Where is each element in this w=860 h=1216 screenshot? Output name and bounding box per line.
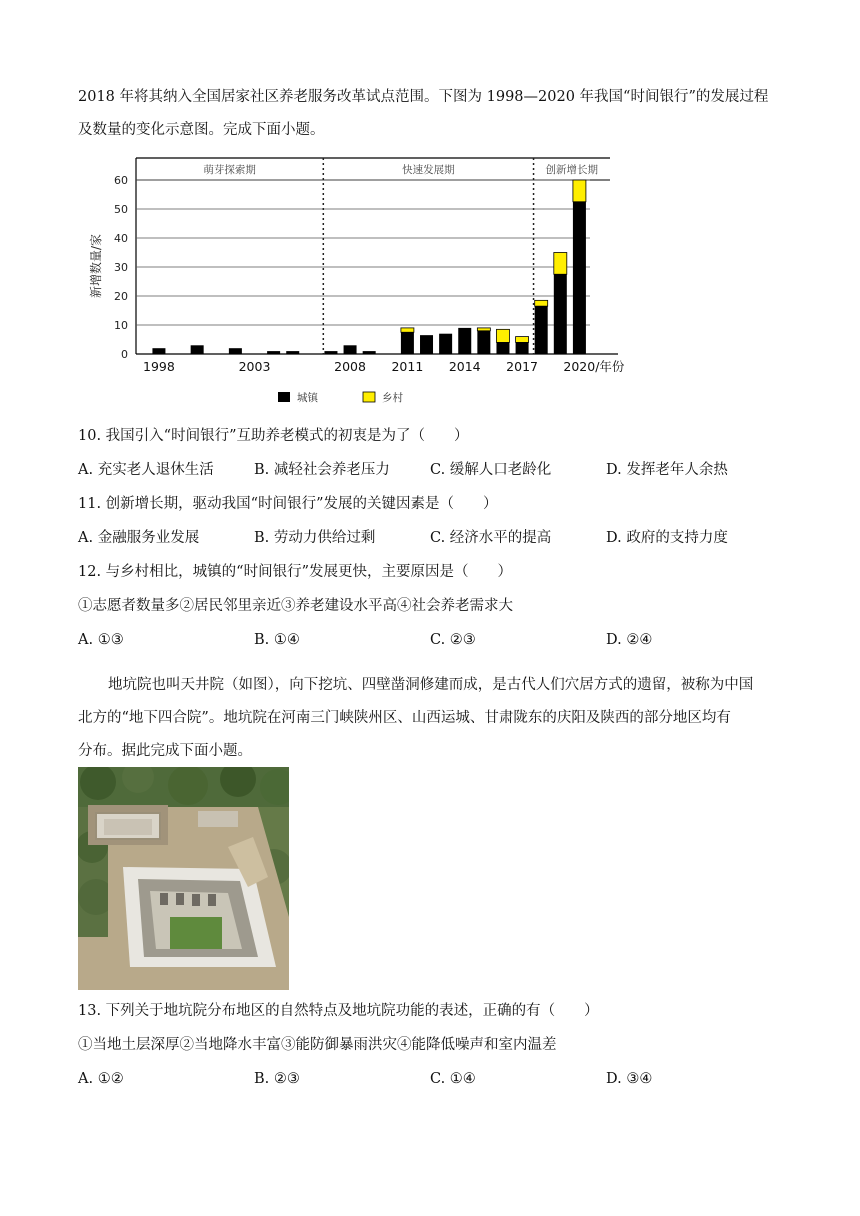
q13-option-b[interactable]: B. ②③ <box>254 1071 300 1087</box>
y-tick-label: 50 <box>114 203 128 216</box>
bar-urban <box>363 351 376 354</box>
q12-stem: 12. 与乡村相比，城镇的“时间银行”发展更快，主要原因是（ ） <box>78 564 512 580</box>
period-label: 快速发展期 <box>402 164 455 176</box>
q13-stem: 13. 下列关于地坑院分布地区的自然特点及地坑院功能的表述，正确的有（ ） <box>78 1003 599 1019</box>
passage2-line-3: 分布。据此完成下面小题。 <box>78 743 252 759</box>
y-tick-label: 20 <box>114 290 128 303</box>
bar-urban <box>496 342 509 354</box>
q10-option-a[interactable]: A. 充实老人退休生活 <box>78 462 214 478</box>
y-tick-label: 10 <box>114 319 128 332</box>
bar-rural <box>554 253 567 275</box>
legend-swatch-rural <box>363 392 375 402</box>
dikengyuan-aerial-photo <box>78 767 289 990</box>
bar-urban <box>516 342 529 354</box>
q12-items: ①志愿者数量多②居民邻里亲近③养老建设水平高④社会养老需求大 <box>78 598 513 614</box>
x-tick-label: 2017 <box>506 359 538 374</box>
bar-urban <box>554 274 567 354</box>
intro-line-1: 2018 年将其纳入全国居家社区养老服务改革试点范围。下图为 1998—2020 年我国“时间银行”的发展过程 <box>78 89 769 105</box>
q10-option-b[interactable]: B. 减轻社会养老压力 <box>254 462 390 478</box>
q10-option-c[interactable]: C. 缓解人口老龄化 <box>430 462 552 478</box>
bar-urban <box>458 328 471 354</box>
bar-urban <box>286 351 299 354</box>
q11-option-d[interactable]: D. 政府的支持力度 <box>606 530 728 546</box>
x-tick-label: 2014 <box>448 359 481 374</box>
bar-urban <box>573 202 586 354</box>
q11-option-c[interactable]: C. 经济水平的提高 <box>430 530 552 546</box>
q11-option-a[interactable]: A. 金融服务业发展 <box>78 530 200 546</box>
y-tick-label: 60 <box>114 174 128 187</box>
x-tick-label: 2011 <box>391 359 424 374</box>
bar-urban <box>477 331 490 354</box>
intro-line-2: 及数量的变化示意图。完成下面小题。 <box>78 122 325 138</box>
passage2-line-2: 北方的“地下四合院”。地坑院在河南三门峡陕州区、山西运城、甘肃陇东的庆阳及陕西的部分地区均有 <box>78 710 731 726</box>
period-label: 创新增长期 <box>545 164 599 176</box>
q13-option-a[interactable]: A. ①② <box>78 1071 124 1087</box>
bar-urban <box>267 351 280 354</box>
q13-option-d[interactable]: D. ③④ <box>606 1071 653 1087</box>
period-label: 萌芽探索期 <box>203 164 256 176</box>
y-tick-label: 30 <box>114 261 128 274</box>
q10-stem: 10. 我国引入“时间银行”互助养老模式的初衷是为了（ ） <box>78 428 469 444</box>
bar-urban <box>229 348 242 354</box>
legend-label-rural: 乡村 <box>382 392 403 404</box>
y-tick-label: 40 <box>114 232 128 245</box>
legend-swatch-urban <box>278 392 290 402</box>
x-tick-label: 1998 <box>143 359 175 374</box>
bar-rural <box>496 329 509 342</box>
bar-urban <box>324 351 337 354</box>
y-tick-label: 0 <box>121 348 128 361</box>
x-tick-label: 2003 <box>238 359 271 374</box>
q11-stem: 11. 创新增长期，驱动我国“时间银行”发展的关键因素是（ ） <box>78 496 498 512</box>
legend-label-urban: 城镇 <box>297 392 318 404</box>
q12-option-b[interactable]: B. ①④ <box>254 632 300 648</box>
q12-option-d[interactable]: D. ②④ <box>606 632 653 648</box>
bar-rural <box>573 180 586 202</box>
bar-rural <box>401 328 414 332</box>
q10-option-d[interactable]: D. 发挥老年人余热 <box>606 462 728 478</box>
bar-urban <box>191 345 204 354</box>
bar-rural <box>516 337 529 343</box>
q13-option-c[interactable]: C. ①④ <box>430 1071 476 1087</box>
q12-option-a[interactable]: A. ①③ <box>78 632 124 648</box>
bar-urban <box>152 348 165 354</box>
bar-urban <box>401 332 414 354</box>
x-tick-label: 2020/年份 <box>563 359 625 374</box>
bar-rural <box>477 328 490 331</box>
q11-option-b[interactable]: B. 劳动力供给过剩 <box>254 530 376 546</box>
bar-urban <box>439 334 452 354</box>
time-bank-chart <box>78 150 658 420</box>
bar-urban <box>420 335 433 354</box>
bar-rural <box>535 300 548 306</box>
q13-items: ①当地土层深厚②当地降水丰富③能防御暴雨洪灾④能降低噪声和室内温差 <box>78 1037 557 1053</box>
bar-urban <box>535 306 548 354</box>
q12-option-c[interactable]: C. ②③ <box>430 632 476 648</box>
bar-urban <box>344 345 357 354</box>
passage2-line-1: 地坑院也叫天井院（如图），向下挖坑、四壁凿洞修建而成，是古代人们穴居方式的遗留，被称为中国 <box>108 677 754 693</box>
x-tick-label: 2008 <box>334 359 366 374</box>
y-axis-label: 新增数量/家 <box>89 233 103 299</box>
